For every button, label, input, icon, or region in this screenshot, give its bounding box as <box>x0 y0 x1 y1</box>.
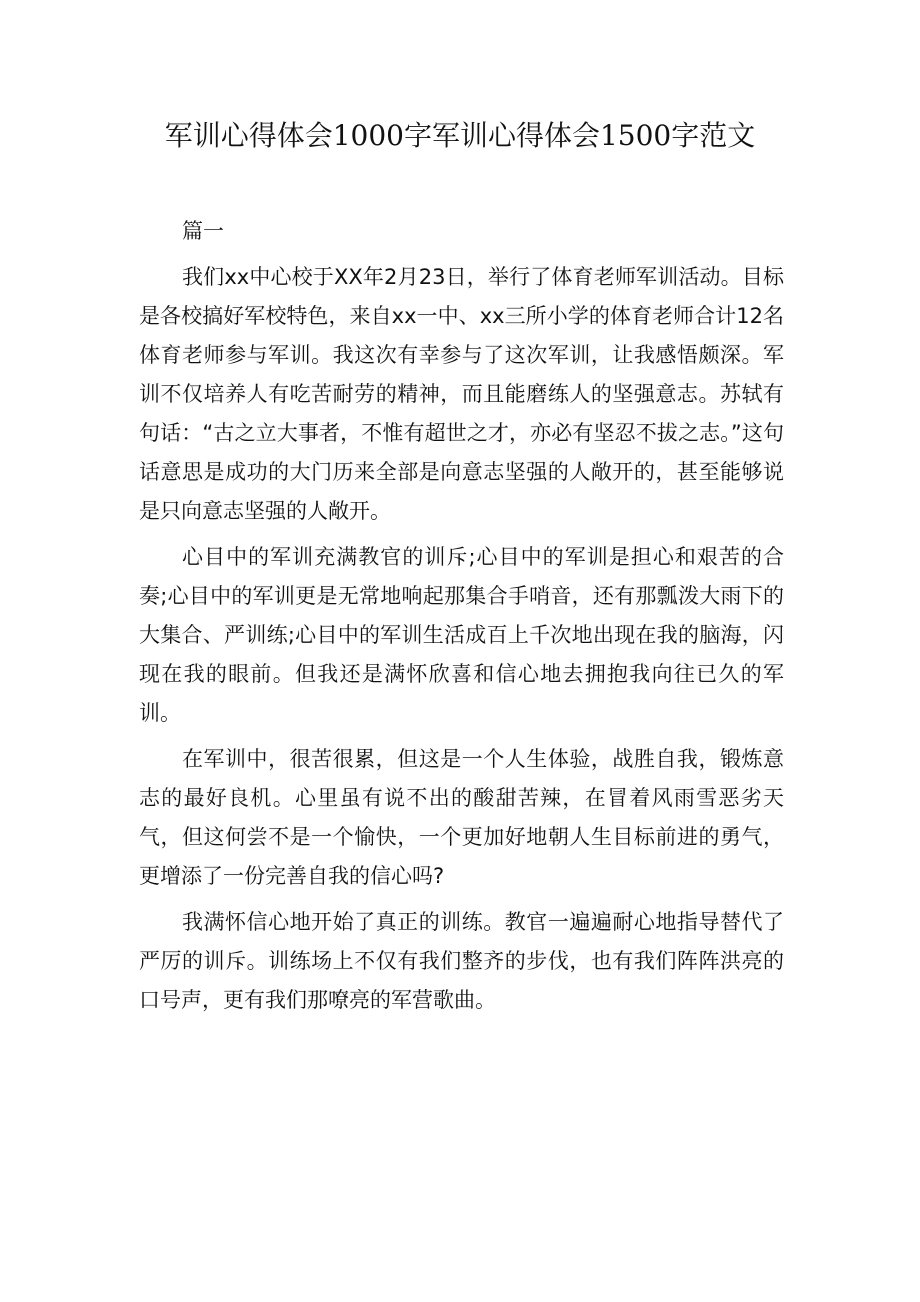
paragraph-1: 我们xx中心校于XX年2月23日，举行了体育老师军训活动。目标是各校搞好军校特色，来自xx一中、xx三所小学的体育老师合计12名体育老师参与军训。我这次有幸参与了这次军训，让我感悟颇深。军训不仅培养人有吃苦耐劳的精神，而且能磨练人的坚强意志。苏轼有句话：“古之立大事者，不惟有超世之才，亦必有坚忍不拔之志。”这句话意思是成功的大门历来全部是向意志坚强的人敞开的，甚至能够说是只向意志坚强的人敞开。 <box>139 265 784 523</box>
paragraph-3: 在军训中，很苦很累，但这是一个人生体验，战胜自我，锻炼意志的最好良机。心里虽有说不出的酸甜苦辣，在冒着风雨雪恶劣天气，但这何尝不是一个愉快，一个更加好地朝人生目标前进的勇气，更增添了一份完善自我的信心吗? <box>139 747 784 888</box>
paragraph-2: 心目中的军训充满教官的训斥;心目中的军训是担心和艰苦的合奏;心目中的军训更是无常地响起那集合手哨音，还有那瓢泼大雨下的大集合、严训练;心目中的军训生活成百上千次地出现在我的脑海，闪现在我的眼前。但我还是满怀欣喜和信心地去拥抱我向往已久的军训。 <box>139 545 784 725</box>
document-title: 军训心得体会1000字军训心得体会1500字范文 <box>164 119 756 152</box>
paragraph-4: 我满怀信心地开始了真正的训练。教官一遍遍耐心地指导替代了严厉的训斥。训练场上不仅有我们整齐的步伐，也有我们阵阵洪亮的口号声，更有我们那嘹亮的军营歌曲。 <box>139 910 784 1012</box>
document-body <box>139 212 784 1020</box>
section-label: 篇一 <box>182 219 224 243</box>
